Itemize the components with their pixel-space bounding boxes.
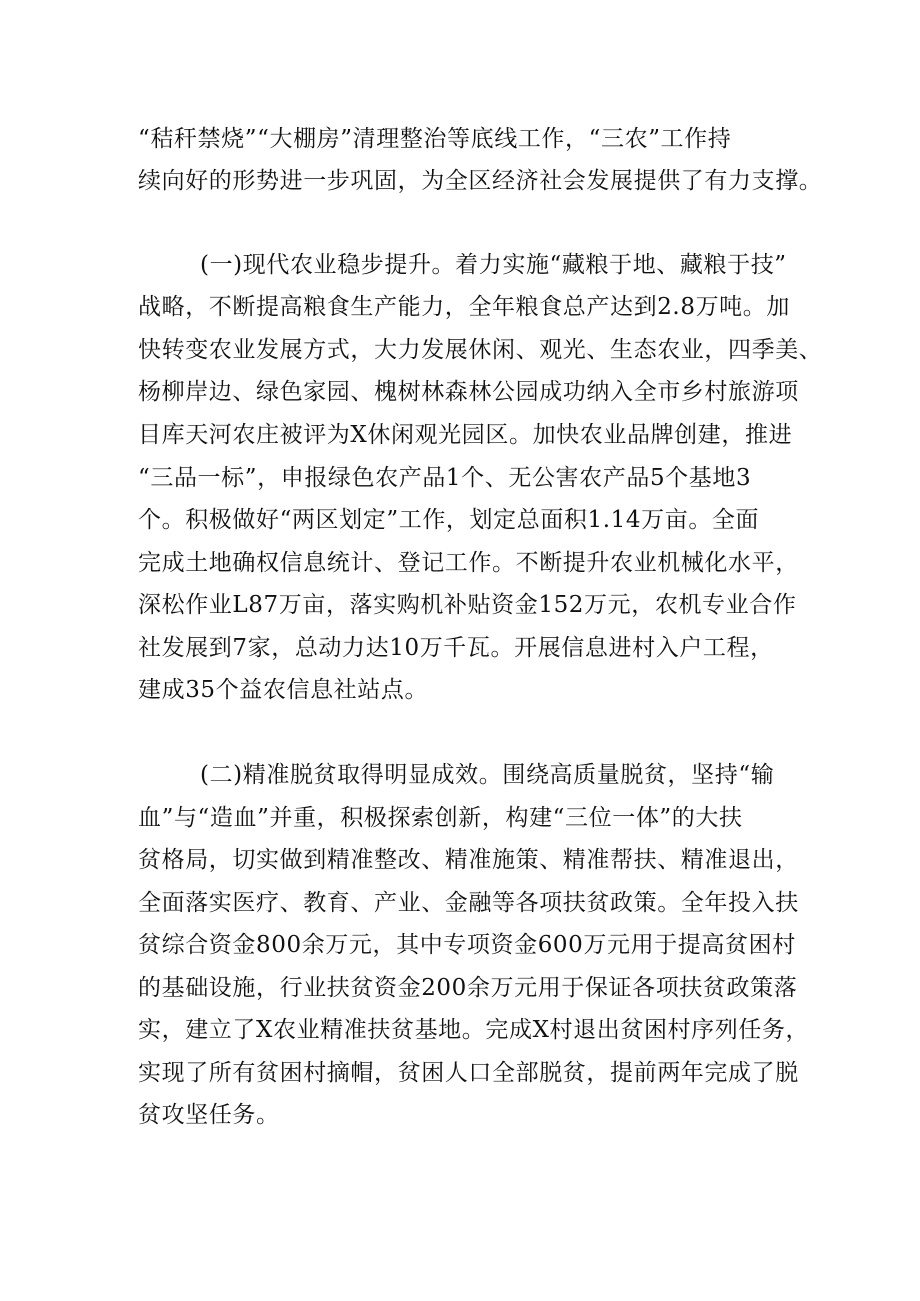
text-line: 建成35个益农信息社站点。 xyxy=(138,677,429,703)
text-line: 完成土地确权信息统计、登记工作。不断提升农业机械化水平， xyxy=(138,550,799,576)
text-line: “秸秆禁烧”“大棚房”清理整治等底线工作，“三农”工作持 xyxy=(138,126,732,152)
text-line: 杨柳岸边、绿色家园、槐树林森林公园成功纳入全市乡村旅游项 xyxy=(138,379,799,405)
text-line: 社发展到7家，总动力达10万千瓦。开展信息进村入户工程， xyxy=(138,635,774,661)
text-line: (一)现代农业稳步提升。着力实施“藏粮于地、藏粮于技” xyxy=(200,252,787,278)
text-line: 贫格局，切实做到精准整改、精准施策、精准帮扶、精准退出， xyxy=(138,847,799,873)
text-line: 续向好的形势进一步巩固，为全区经济社会发展提供了有力支撑。 xyxy=(138,168,823,194)
text-line: 目库天河农庄被评为X休闲观光园区。加快农业品牌创建，推进 xyxy=(138,422,793,448)
text-line: 深松作业L87万亩，落实购机补贴资金152万元，农机专业合作 xyxy=(138,592,797,618)
text-line: 个。积极做好“两区划定”工作，划定总面积1.14万亩。全面 xyxy=(138,507,760,533)
text-line: “三品一标”，申报绿色农产品1个、无公害农产品5个基地3 xyxy=(138,465,752,491)
text-line: 血”与“造血”并重，积极探索创新，构建“三位一体”的大扶 xyxy=(138,805,743,831)
text-line: (二)精准脱贫取得明显成效。围绕高质量脱贫，坚持“输 xyxy=(200,762,775,788)
text-line: 贫攻坚任务。 xyxy=(138,1102,280,1128)
text-line: 实，建立了X农业精准扶贫基地。完成X村退出贫困村序列任务， xyxy=(138,1017,810,1043)
text-line: 贫综合资金800余万元，其中专项资金600万元用于提高贫困村 xyxy=(138,932,796,958)
text-line: 的基础设施，行业扶贫资金200余万元用于保证各项扶贫政策落 xyxy=(138,975,798,1001)
text-line: 全面落实医疗、教育、产业、金融等各项扶贫政策。全年投入扶 xyxy=(138,890,799,916)
text-line: 战略，不断提高粮食生产能力，全年粮食总产达到2.8万吨。加 xyxy=(138,294,790,320)
text-line: 实现了所有贫困村摘帽，贫困人口全部脱贫，提前两年完成了脱 xyxy=(138,1060,799,1086)
text-line: 快转变农业发展方式，大力发展休闲、观光、生态农业，四季美、 xyxy=(138,337,823,363)
